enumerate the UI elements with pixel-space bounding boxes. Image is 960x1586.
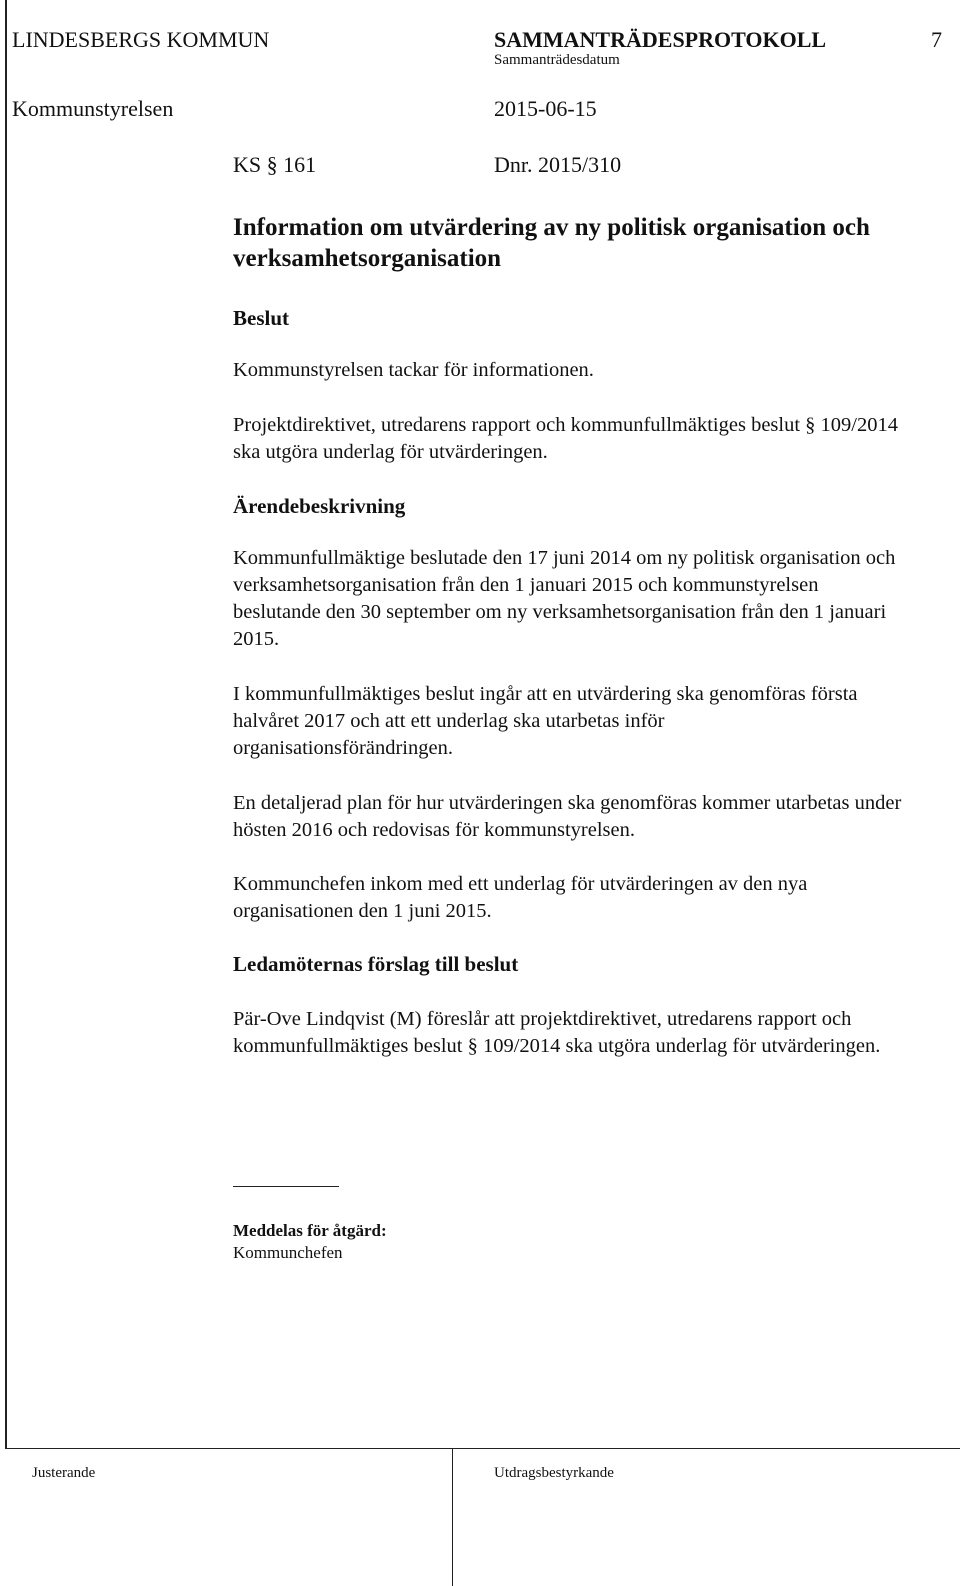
footer-rule	[5, 1448, 960, 1449]
proposals-paragraph: Pär-Ove Lindqvist (M) föreslår att projektdirektivet, utredarens rapport och kommunfullmäktiges beslut § 109/2014 ska utgöra underlag för utvärderingen.	[233, 1008, 881, 1057]
body-name: Kommunstyrelsen	[12, 96, 174, 121]
description-paragraph: Kommunfullmäktige beslutade den 17 juni 2014 om ny politisk organisation och verksamhetsorganisation från den 1 januari 2015 och kommunstyrelsen beslutande den 30 september om ny verksamhetsorganisation från den 1 januari 2015.	[233, 547, 896, 650]
footer-divider	[452, 1448, 453, 1586]
date-label: Sammanträdesdatum	[494, 52, 620, 68]
notice-label: Meddelas för åtgärd:	[233, 1221, 387, 1240]
decision-heading: Beslut	[233, 306, 290, 330]
diary-number: Dnr. 2015/310	[494, 152, 622, 177]
description-heading: Ärendebeskrivning	[233, 494, 406, 518]
decision-paragraph: Kommunstyrelsen tackar för informationen.	[233, 359, 594, 381]
case-number: KS § 161	[233, 152, 317, 177]
meeting-date: 2015-06-15	[494, 96, 597, 121]
description-paragraph: I kommunfullmäktiges beslut ingår att en utvärdering ska genomföras första halvåret 2017 och att ett underlag ska utarbetas inför organisationsförändringen.	[233, 683, 858, 759]
signature-line	[233, 1186, 339, 1187]
document-type: SAMMANTRÄDESPROTOKOLL	[494, 27, 827, 52]
left-margin-rule	[5, 0, 7, 1448]
footer-left-label: Justerande	[32, 1465, 96, 1481]
proposals-heading: Ledamöternas förslag till beslut	[233, 952, 519, 976]
description-paragraph: Kommunchefen inkom med ett underlag för utvärderingen av den nya organisationen den 1 juni 2015.	[233, 873, 808, 922]
decision-paragraph: Projektdirektivet, utredarens rapport och kommunfullmäktiges beslut § 109/2014 ska utgöra underlag för utvärderingen.	[233, 414, 898, 463]
page-title: Information om utvärdering av ny politisk organisation och verksamhetsorganisation	[233, 214, 870, 272]
footer-right-label: Utdragsbestyrkande	[494, 1465, 614, 1481]
page-number: 7	[931, 27, 942, 52]
notice-recipient: Kommunchefen	[233, 1243, 343, 1262]
municipality-name: LINDESBERGS KOMMUN	[12, 27, 270, 52]
description-paragraph: En detaljerad plan för hur utvärderingen ska genomföras kommer utarbetas under hösten 2016 och redovisas för kommunstyrelsen.	[233, 792, 902, 841]
